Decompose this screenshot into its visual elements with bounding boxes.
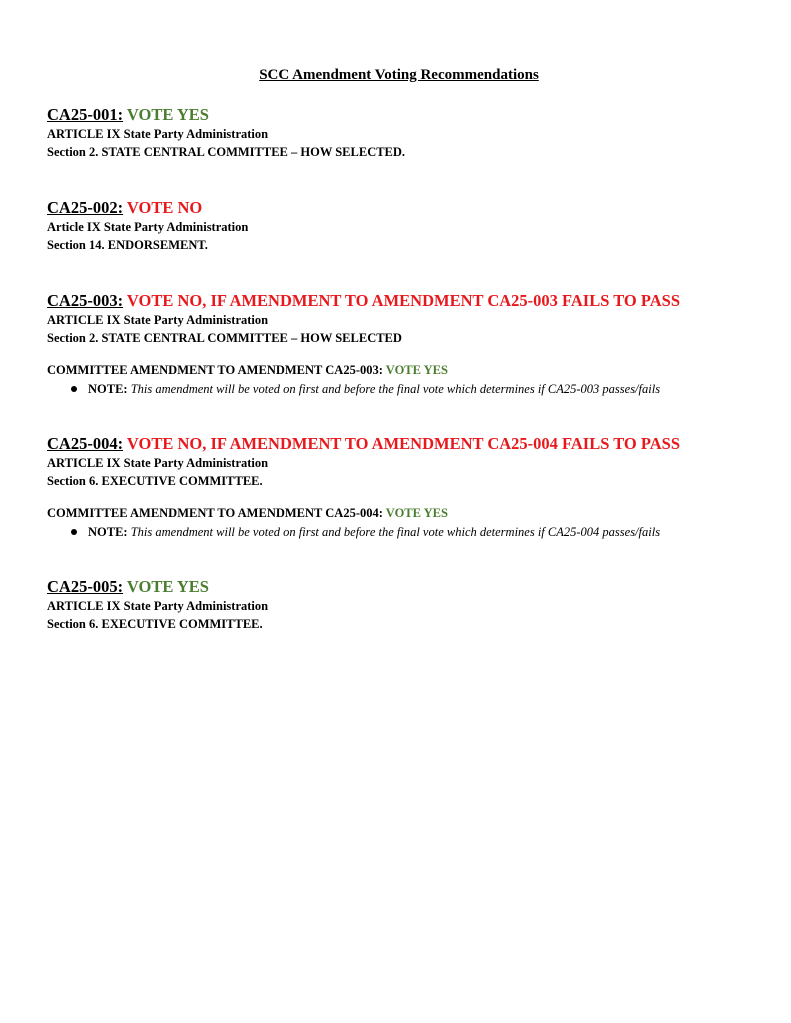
vote-recommendation: VOTE NO <box>123 198 203 217</box>
note-text: This amendment will be voted on first and before the final vote which determines if CA25-003 passes/fails <box>127 382 661 396</box>
section-line: Section 14. ENDORSEMENT. <box>47 238 208 252</box>
committee-amendment-line <box>47 361 751 379</box>
document-title: SCC Amendment Voting Recommendations <box>259 67 539 83</box>
section-line: Section 6. EXECUTIVE COMMITTEE. <box>47 474 263 488</box>
vote-recommendation: VOTE NO, IF AMENDMENT TO AMENDMENT CA25-003 FAILS TO PASS <box>123 291 681 310</box>
committee-amendment-label: COMMITTEE AMENDMENT TO AMENDMENT CA25-003: <box>47 363 383 377</box>
article-line: ARTICLE IX State Party Administration <box>47 599 269 613</box>
amendment-ca25-005 <box>47 576 751 633</box>
committee-vote-recommendation: VOTE YES <box>382 506 448 520</box>
vote-recommendation: VOTE YES <box>123 577 209 596</box>
note-text: This amendment will be voted on first and before the final vote which determines if CA25-004 passes/fails <box>127 525 661 539</box>
amendment-code: CA25-004: <box>47 434 124 453</box>
bullet-icon <box>71 386 77 392</box>
note-list <box>47 380 751 398</box>
article-line: ARTICLE IX State Party Administration <box>47 127 269 141</box>
amendment-code: CA25-003: <box>47 291 124 310</box>
committee-amendment-line <box>47 504 751 522</box>
amendment-code: CA25-002: <box>47 198 124 217</box>
section-line: Section 6. EXECUTIVE COMMITTEE. <box>47 617 263 631</box>
article-line: ARTICLE IX State Party Administration <box>47 456 269 470</box>
amendment-heading <box>47 290 751 311</box>
committee-vote-recommendation: VOTE YES <box>382 363 448 377</box>
note-label: NOTE: <box>88 525 128 539</box>
amendment-code: CA25-001: <box>47 105 124 124</box>
amendment-heading <box>47 433 751 454</box>
note-item <box>71 523 774 541</box>
vote-recommendation: VOTE NO, IF AMENDMENT TO AMENDMENT CA25-004 FAILS TO PASS <box>123 434 681 453</box>
article-line: ARTICLE IX State Party Administration <box>47 313 269 327</box>
note-label: NOTE: <box>88 382 128 396</box>
section-line: Section 2. STATE CENTRAL COMMITTEE – HOW SELECTED <box>47 331 402 345</box>
note-item <box>71 380 774 398</box>
section-line: Section 2. STATE CENTRAL COMMITTEE – HOW SELECTED. <box>47 145 406 159</box>
amendment-heading <box>47 197 751 218</box>
vote-recommendation: VOTE YES <box>123 105 209 124</box>
committee-amendment-label: COMMITTEE AMENDMENT TO AMENDMENT CA25-004: <box>47 506 383 520</box>
note-list <box>47 523 751 541</box>
amendment-ca25-001 <box>47 104 751 161</box>
bullet-icon <box>71 529 77 535</box>
article-line: Article IX State Party Administration <box>47 220 249 234</box>
amendment-ca25-002 <box>47 197 751 254</box>
amendment-ca25-003 <box>47 290 751 398</box>
amendment-heading <box>47 104 751 125</box>
amendment-code: CA25-005: <box>47 577 124 596</box>
amendment-ca25-004 <box>47 433 751 541</box>
amendment-heading <box>47 576 751 597</box>
